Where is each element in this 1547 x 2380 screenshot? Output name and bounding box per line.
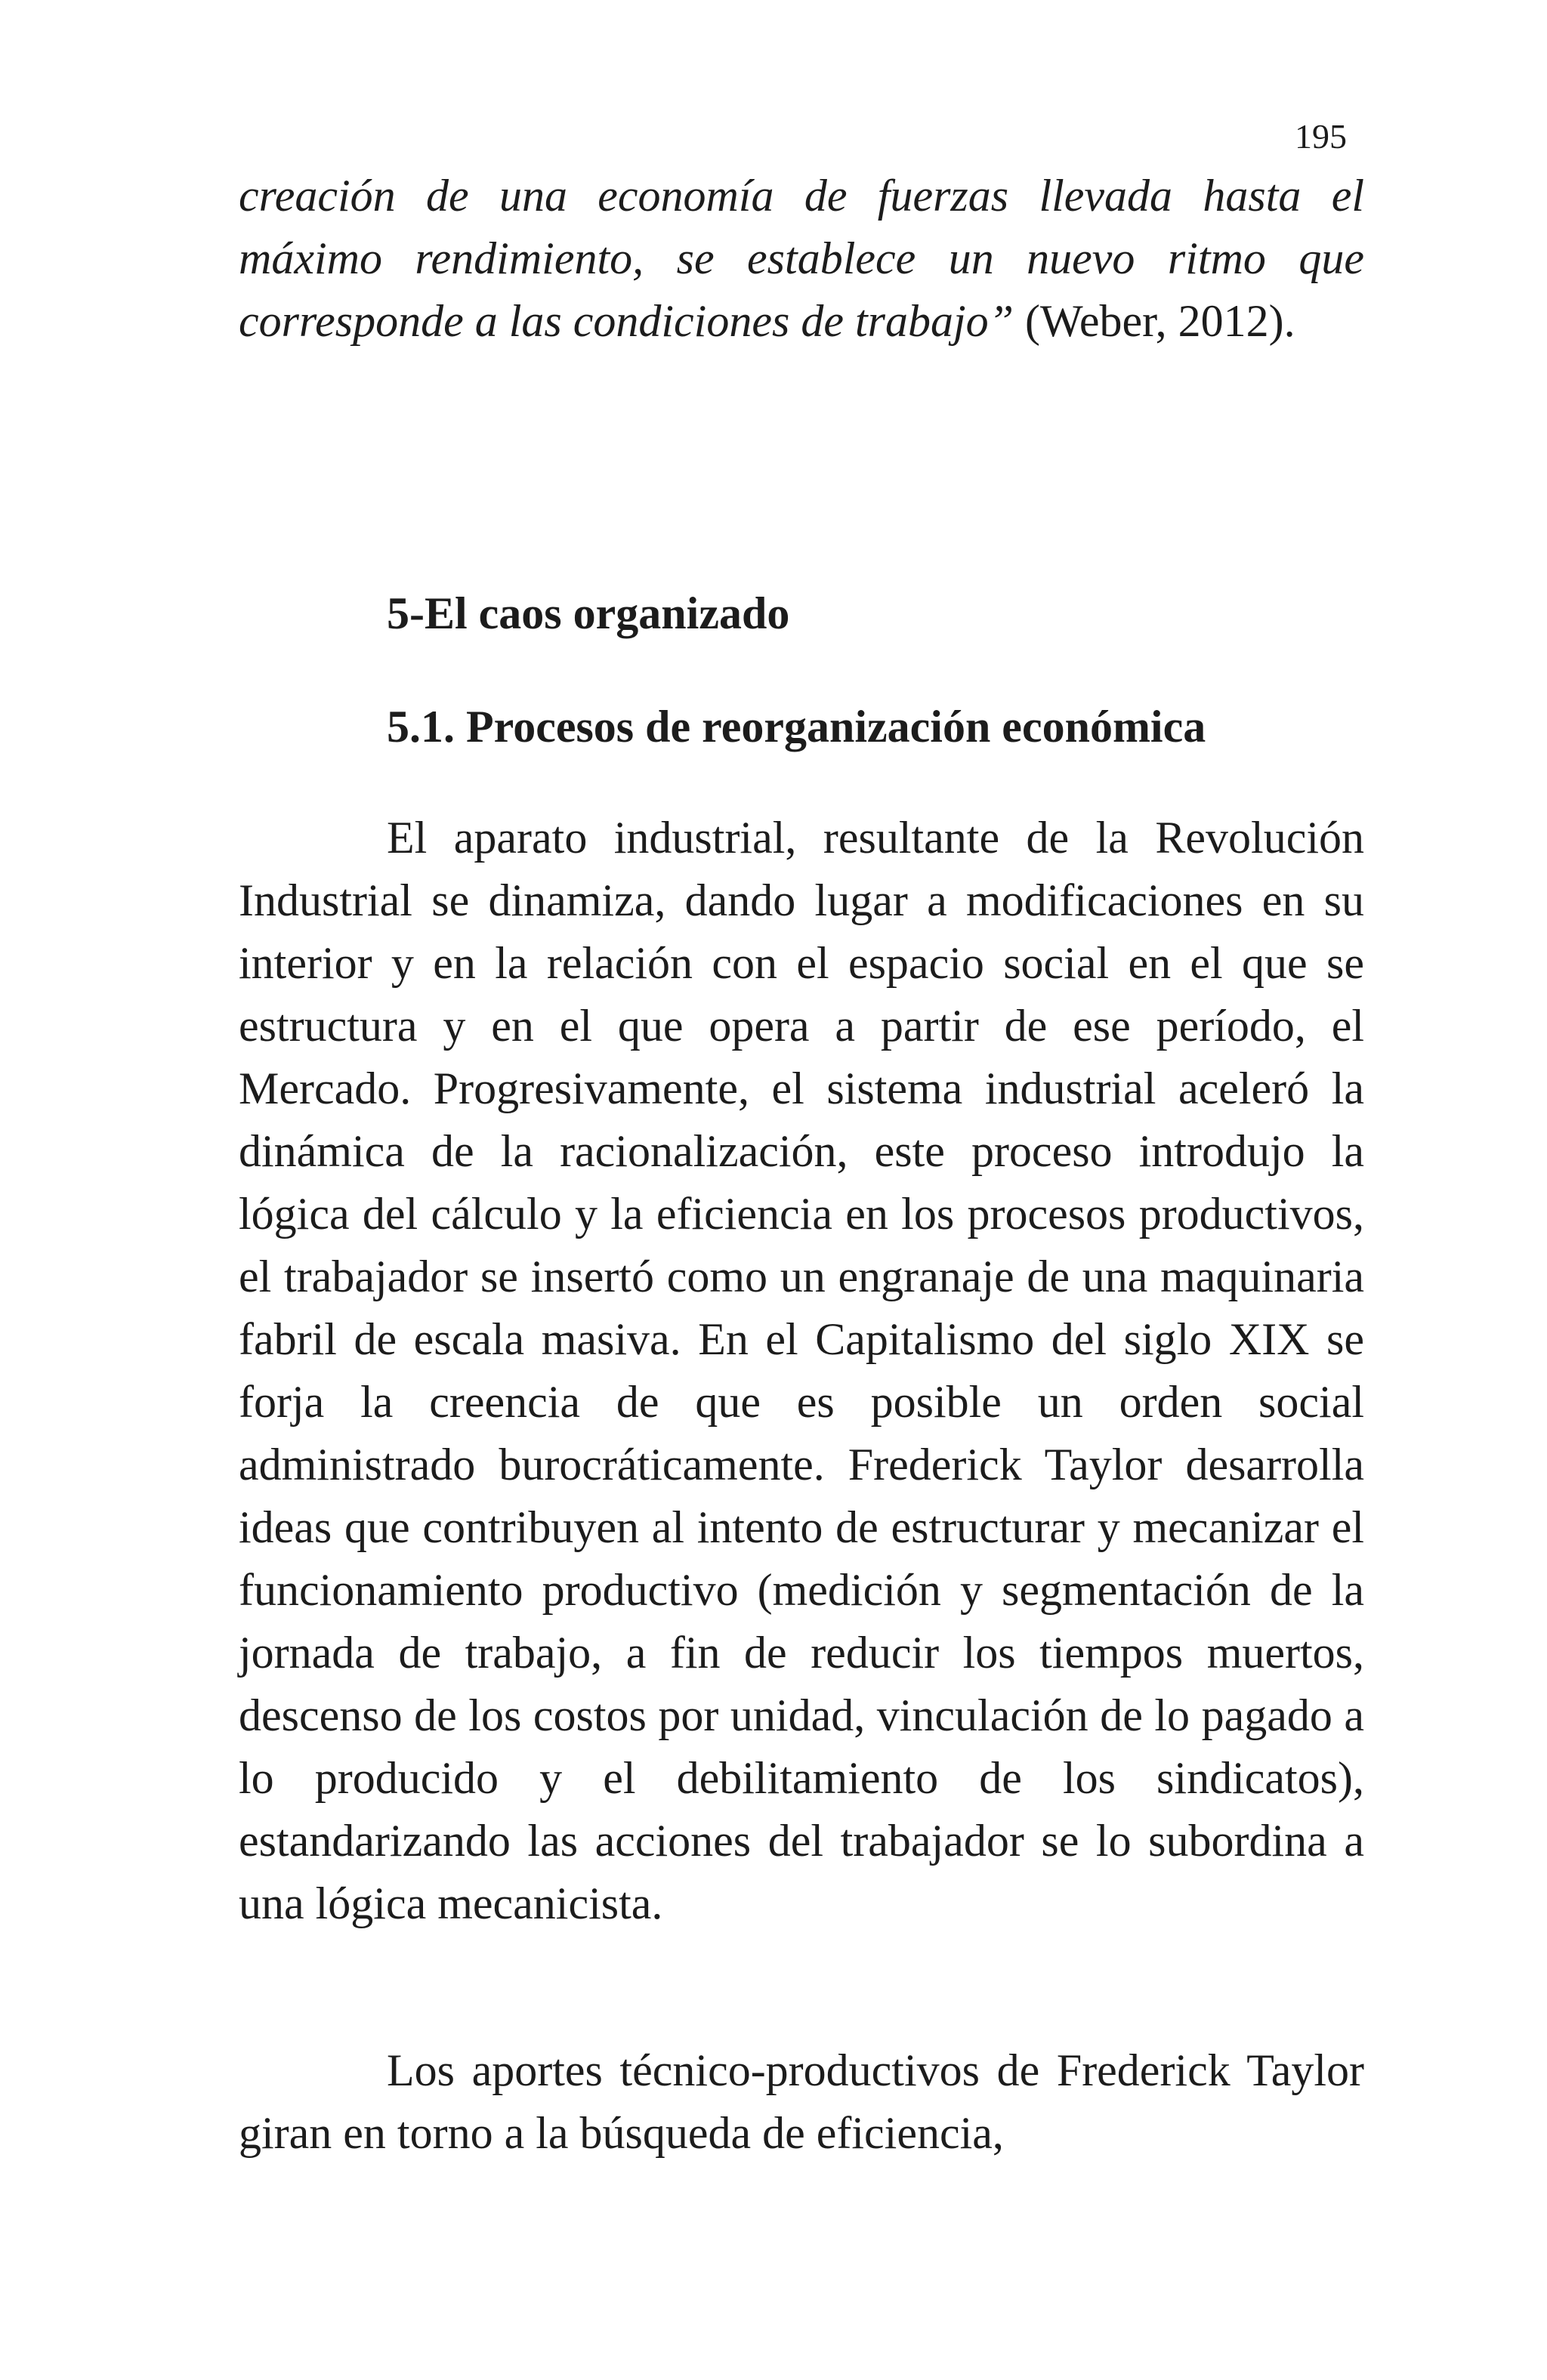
- quote-italic-text: creación de una economía de fuerzas llevada hasta el máximo rendimiento, se establece un nuevo ritmo que corresponde a las condiciones de trabajo”: [239, 171, 1364, 346]
- page-number: 195: [1295, 117, 1347, 156]
- subsection-heading: 5.1. Procesos de reorganización económica: [387, 702, 1206, 752]
- body-paragraph: Los aportes técnico-productivos de Frederick Taylor giran en torno a la búsqueda de eficiencia,: [239, 2045, 1364, 2158]
- quote-continuation: [239, 165, 1364, 353]
- body-paragraph: El aparato industrial, resultante de la Revolución Industrial se dinamiza, dando lugar a modificaciones en su interior y en la relación con el espacio social en el que se estructura y en el que opera a partir de ese período, el Mercado. Progresivamente, el sistema industrial aceleró la dinámica de la racionalización, este proceso introdujo la lógica del cálculo y la eficiencia en los procesos productivos, el trabajador se insertó como un engranaje de una maquinaria fabril de escala masiva. En el Capitalismo del siglo XIX se forja la creencia de que es posible un orden social administrado burocráticamente. Frederick Taylor desarrolla ideas que contribuyen al intento de estructurar y mecanizar el funcionamiento productivo (medición y segmentación de la jornada de trabajo, a fin de reducir los tiempos muertos, descenso de los costos por unidad, vinculación de lo pagado a lo producido y el debilitamiento de los sindicatos), estandarizando las acciones del trabajador se lo subordina a una lógica mecanicista.: [239, 813, 1364, 1928]
- section-heading: 5-El caos organizado: [387, 588, 790, 638]
- quote-citation: (Weber, 2012).: [1025, 296, 1295, 346]
